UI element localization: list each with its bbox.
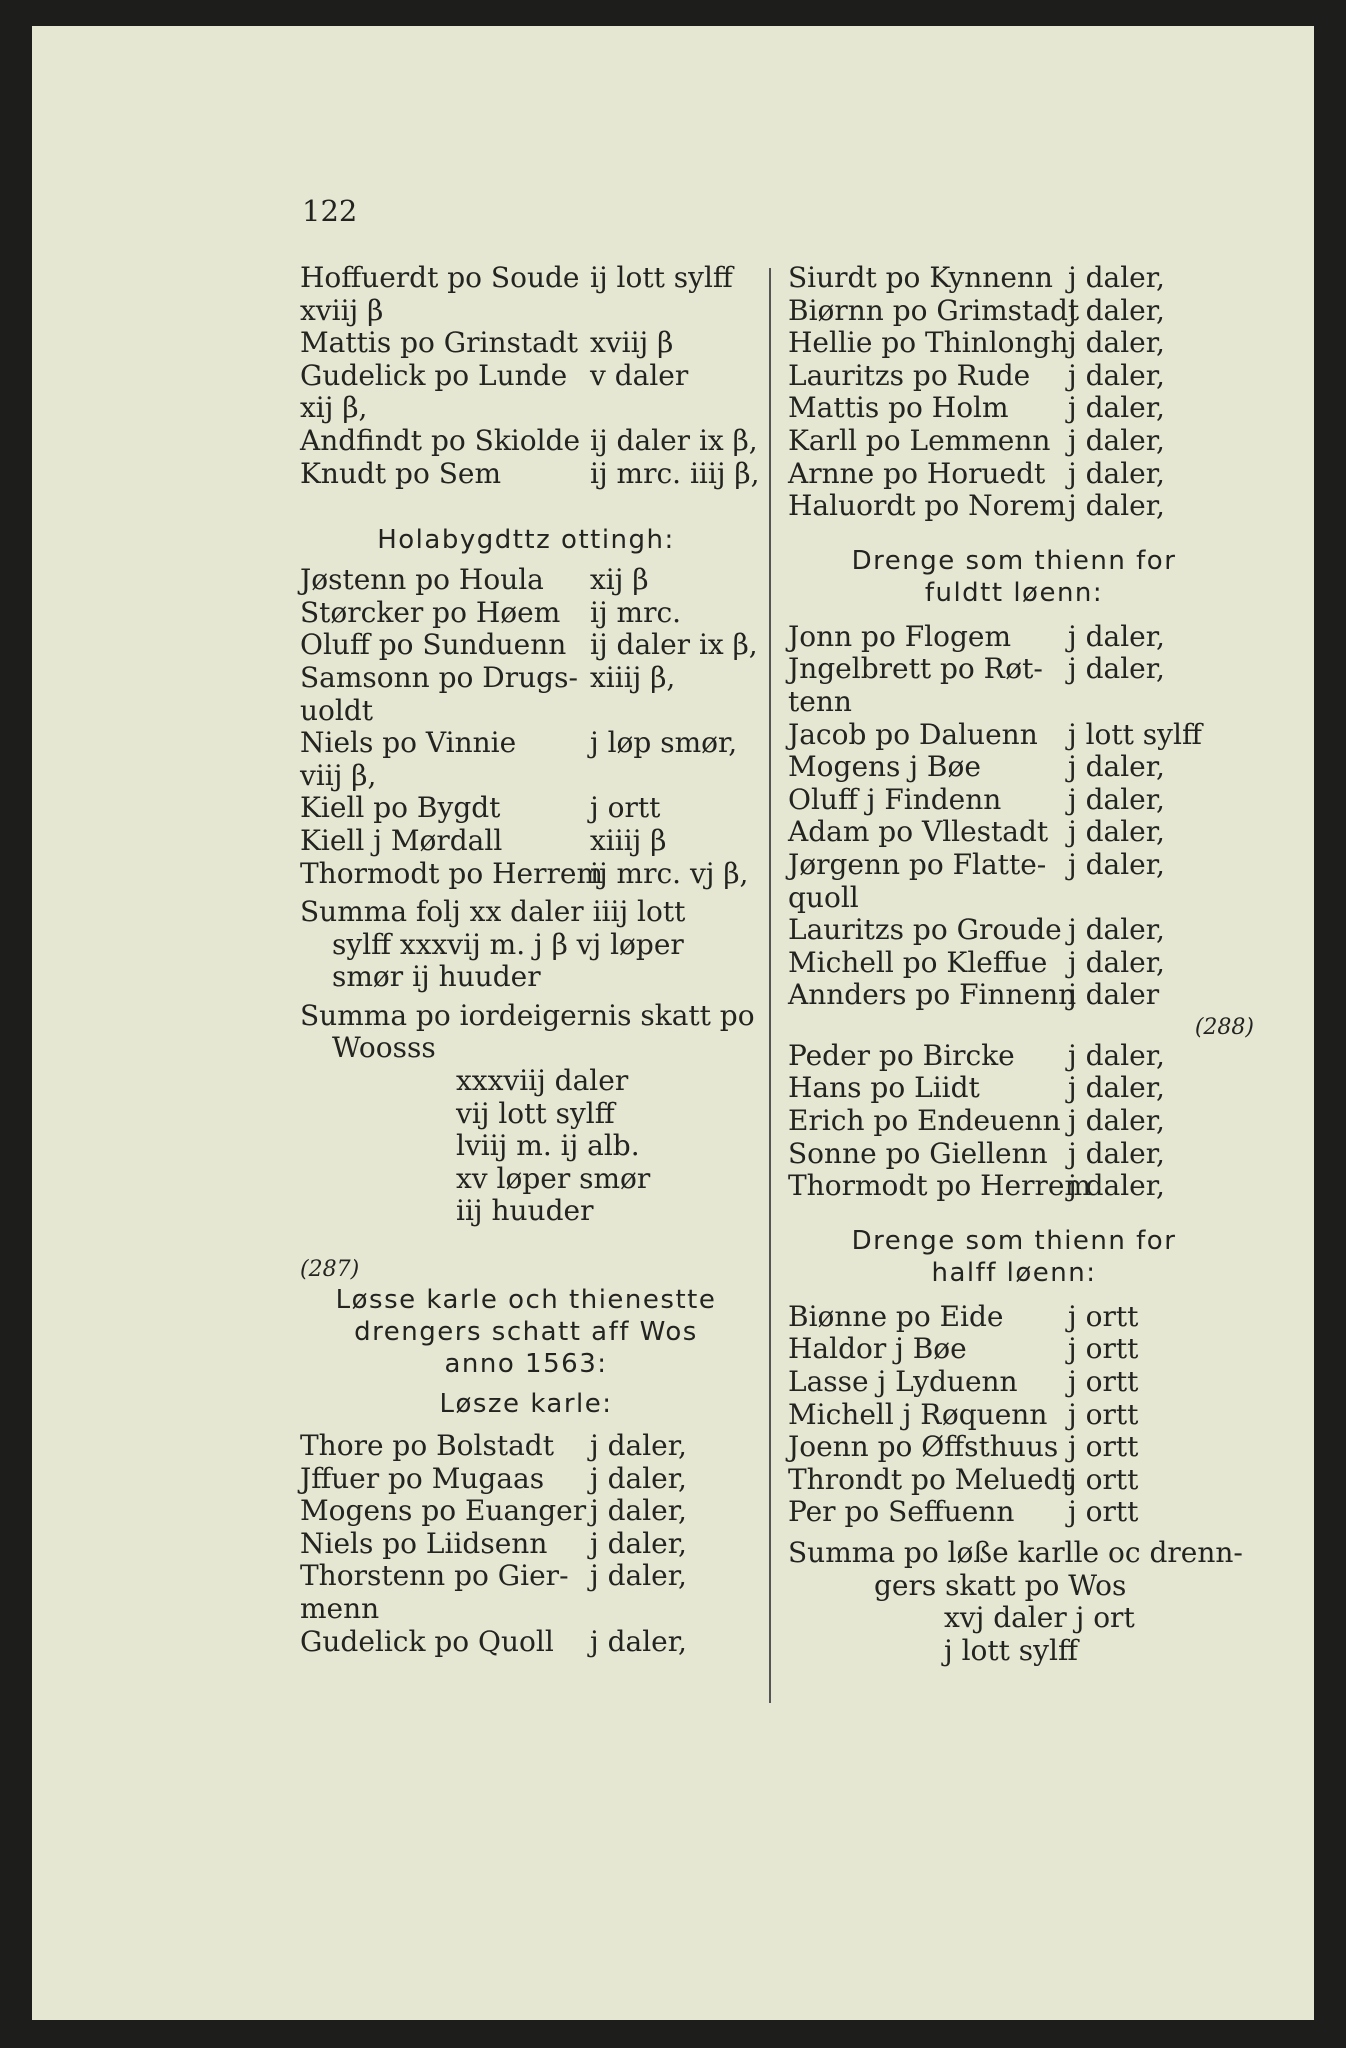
entry-value: j daler, — [1068, 456, 1165, 490]
entry-name: Jacob po Daluenn — [788, 717, 1038, 751]
entry-name: Jonn po Flogem — [788, 619, 1012, 653]
entry-name-continuation — [300, 695, 752, 728]
entry-value: j daler, — [1068, 1071, 1165, 1105]
entry-value: j ortt — [1068, 1332, 1139, 1366]
entry-row — [300, 423, 758, 458]
spacer — [300, 1228, 752, 1254]
entry-name-continuation — [300, 1593, 752, 1626]
entry-value: j daler, — [1068, 326, 1165, 360]
entry-name: Michell j Røquenn — [788, 1397, 1048, 1431]
entry-name: Lauritzs po Groude — [788, 913, 1062, 947]
summa-value: lviij m. ij alb. — [456, 1129, 640, 1163]
entry-row — [788, 621, 1240, 654]
entry-value: j daler, — [1068, 489, 1165, 523]
entry-name: Biønne po Eide — [788, 1299, 1004, 1333]
entry-name: Haluordt po Norem — [788, 489, 1066, 523]
entry-name-cont: tenn — [788, 684, 852, 718]
entry-name: Niels po Vinnie — [300, 726, 517, 760]
entry-value: ij mrc. vj β, — [590, 856, 749, 890]
entry-value: ij daler ix β, — [590, 423, 758, 457]
section-subheading: Løsze karle: — [439, 1389, 613, 1420]
entry-name: Throndt po Meluedt — [788, 1462, 1073, 1496]
entry-value: j daler, — [1068, 847, 1165, 881]
entry-value: v daler — [590, 358, 689, 392]
entry-name: Per po Seffuenn — [788, 1495, 1015, 1529]
entry-row — [300, 327, 752, 360]
entry-name: Adam po Vllestadt — [788, 815, 1049, 849]
entry-row — [788, 653, 1240, 686]
summa-line: gers skatt po Wos — [874, 1568, 1127, 1602]
section-heading: fuldtt løenn: — [924, 577, 1104, 608]
column-divider — [769, 268, 771, 1703]
summa-value: xvj daler j ort — [944, 1601, 1135, 1635]
entry-value: xviij β — [590, 326, 674, 360]
spacer — [788, 609, 1240, 621]
entry-name: Hans po Liidt — [788, 1071, 980, 1105]
entry-name: Peder po Bircke — [788, 1038, 1015, 1072]
entry-row — [300, 360, 752, 393]
entry-name: Thormodt po Herrem — [300, 856, 603, 890]
entry-name: Hellie po Thinlongh — [788, 326, 1069, 360]
entry-value: j daler, — [1068, 1038, 1165, 1072]
entry-value: j ortt — [590, 791, 661, 825]
section-heading: Løsse karle och thienestte — [335, 1285, 717, 1316]
entry-value: j daler, — [590, 1461, 687, 1495]
spacer — [788, 523, 1240, 545]
entry-name: Lauritzs po Rude — [788, 358, 1031, 392]
entry-value: j ortt — [1068, 1365, 1139, 1399]
entry-name: Thorstenn po Gier- — [300, 1559, 569, 1593]
entry-value: j daler, — [1068, 261, 1165, 294]
entry-row — [788, 1040, 1240, 1073]
entry-row — [300, 456, 760, 491]
entry-row — [300, 628, 758, 662]
entry-name: Thore po Bolstadt — [300, 1429, 554, 1463]
entry-value: j daler, — [1068, 945, 1165, 979]
entry-value: j daler, — [1068, 423, 1165, 457]
entry-value: j daler, — [1068, 1169, 1165, 1203]
entry-name-cont: menn — [300, 1592, 380, 1625]
entry-name: Jøstenn po Houla — [300, 563, 544, 597]
summa-value: xv løper smør — [456, 1161, 651, 1195]
entry-row — [300, 564, 752, 597]
spacer — [300, 1380, 752, 1388]
entry-value: j ortt — [1068, 1299, 1139, 1333]
entry-row — [788, 327, 1240, 360]
entry-name: Mogens po Euanger — [300, 1494, 587, 1528]
entry-name-cont: quoll — [788, 880, 859, 914]
summa-value: j lott sylff — [944, 1633, 1078, 1667]
section-heading: Drenge som thienn for — [851, 545, 1177, 576]
entry-value: ij mrc. iiij β, — [590, 456, 760, 490]
entry-row — [300, 262, 752, 295]
entry-value-cont: xij β, — [300, 391, 368, 425]
summa-line: sylff xxxvij m. j β vj løper — [332, 927, 684, 961]
entry-row — [788, 425, 1240, 458]
entry-value: j daler, — [1068, 750, 1165, 784]
page-number: 122 — [302, 194, 358, 228]
left-column — [300, 261, 760, 1658]
entry-row — [300, 1495, 752, 1528]
entry-row — [788, 1138, 1240, 1171]
entry-row — [300, 1528, 752, 1561]
entry-name: Andfindt po Skiolde — [300, 423, 581, 457]
entry-name: Kiell j Mørdall — [300, 823, 503, 857]
entry-row — [788, 295, 1240, 328]
entry-row — [300, 858, 752, 891]
entry-row — [788, 1366, 1240, 1399]
entry-row — [788, 849, 1240, 882]
entry-row — [300, 1626, 752, 1659]
entry-name: Biørnn po Grimstadt — [788, 293, 1080, 327]
entry-row — [788, 751, 1240, 784]
entry-name: Karll po Lemmenn — [788, 423, 1051, 457]
entry-row — [788, 1464, 1240, 1497]
entry-row — [300, 662, 752, 695]
entry-value: j daler, — [1068, 1104, 1165, 1138]
entry-row — [788, 719, 1240, 752]
entry-row — [300, 727, 752, 760]
entry-value: j daler, — [1068, 391, 1165, 425]
entry-value: j daler, — [590, 1624, 687, 1658]
entry-row — [788, 262, 1240, 295]
summa-line: smør ij huuder — [332, 960, 541, 994]
entry-value: j løp smør, — [590, 726, 738, 760]
entry-value: ij lott sylff — [590, 261, 733, 294]
entry-row — [788, 1105, 1240, 1138]
entry-name: Mogens j Bøe — [788, 750, 981, 784]
entry-value: j ortt — [1068, 1462, 1139, 1496]
entry-continuation — [300, 392, 752, 425]
summa-line: Summa po løße karlle oc drenn- — [788, 1536, 1243, 1569]
entry-value: j lott sylff — [1068, 717, 1202, 751]
entry-name: Kiell po Bygdt — [300, 791, 501, 825]
entry-row — [788, 1431, 1240, 1464]
entry-name: Sonne po Giellenn — [788, 1136, 1048, 1170]
entry-row — [788, 360, 1240, 393]
page-reference: (288) — [1194, 1014, 1254, 1040]
entry-value: j daler, — [590, 1429, 687, 1463]
entry-name-continuation — [788, 686, 1240, 719]
entry-row — [788, 1333, 1240, 1366]
entry-row — [300, 597, 752, 630]
entry-value: j ortt — [1068, 1430, 1139, 1464]
entry-row — [300, 1463, 752, 1496]
summa-line: Summa po iordeigernis skatt po — [300, 998, 755, 1032]
section-heading: halff løenn: — [931, 1257, 1097, 1288]
page-reference: (287) — [300, 1257, 360, 1283]
section-heading: Drenge som thienn for — [851, 1225, 1177, 1256]
entry-value: j daler, — [1068, 358, 1165, 392]
document-page — [32, 26, 1314, 2020]
entry-name: Lasse j Lyduenn — [788, 1365, 1018, 1399]
entry-name: Jngelbrett po Røt- — [788, 652, 1043, 686]
entry-name-continuation — [788, 882, 1240, 915]
summa-value: iij huuder — [456, 1194, 594, 1228]
entry-name: Annders po Finnenn — [788, 978, 1077, 1012]
summa-value: xxxviij daler — [456, 1064, 629, 1098]
entry-value: j ortt — [1068, 1397, 1139, 1431]
spacer — [300, 490, 752, 524]
entry-name: Thormodt po Herrem — [788, 1169, 1091, 1203]
entry-value-cont: viij β, — [300, 758, 377, 792]
entry-name: Jffuer po Mugaas — [300, 1461, 545, 1495]
entry-value: xiiij β, — [590, 660, 676, 694]
entry-value: j daler, — [1068, 913, 1165, 947]
entry-name: Gudelick po Quoll — [300, 1624, 554, 1658]
entry-row — [788, 392, 1240, 425]
summa-line: Summa folj xx daler iiij lott — [300, 895, 686, 929]
entry-name: Niels po Liidsenn — [300, 1526, 548, 1560]
entry-value: j daler, — [590, 1526, 687, 1560]
entry-value: xiiij β — [590, 823, 667, 857]
entry-row — [300, 1560, 752, 1593]
entry-name: Oluff po Sunduenn — [300, 628, 567, 662]
entry-value: j daler, — [1068, 1136, 1165, 1170]
entry-value: j daler — [1068, 978, 1160, 1012]
entry-value: ij mrc. — [590, 595, 682, 629]
entry-name: Hoffuerdt po Soude — [300, 261, 580, 294]
entry-value: j daler, — [1068, 782, 1165, 816]
entry-row — [788, 1301, 1240, 1334]
entry-row — [788, 914, 1240, 947]
entry-value-cont: xviij β — [300, 293, 384, 327]
entry-row — [788, 1170, 1240, 1203]
entry-name: Michell po Kleffue — [788, 945, 1048, 979]
entry-value: ij daler ix β, — [590, 628, 758, 662]
summa-value: vij lott sylff — [456, 1096, 615, 1130]
entry-row — [788, 458, 1240, 491]
section-heading: anno 1563: — [444, 1349, 608, 1380]
entry-row — [788, 784, 1240, 817]
entry-row — [788, 979, 1240, 1012]
entry-name: Knudt po Sem — [300, 456, 502, 490]
entry-value: j daler, — [1068, 619, 1165, 653]
entry-name: Mattis po Holm — [788, 391, 1009, 425]
entry-row — [788, 1496, 1240, 1529]
entry-row — [300, 1430, 752, 1463]
entry-name: Haldor j Bøe — [788, 1332, 967, 1366]
entry-name: Jørgenn po Flatte- — [788, 847, 1047, 881]
section-heading: Holabygdttz ottingh: — [377, 525, 675, 556]
entry-name: Mattis po Grinstadt — [300, 326, 579, 360]
entry-name: Joenn po Øffsthuus — [788, 1430, 1059, 1464]
entry-row — [788, 947, 1240, 980]
entry-name: Samsonn po Drugs- — [300, 660, 578, 694]
entry-value: j ortt — [1068, 1495, 1139, 1529]
right-column — [788, 261, 1254, 1667]
entry-name: Størcker po Høem — [300, 595, 561, 629]
entry-name-cont: uoldt — [300, 693, 374, 727]
entry-row — [300, 792, 752, 825]
summa-line: Woosss — [332, 1031, 436, 1065]
entry-value: xij β — [590, 563, 649, 597]
entry-value: j daler, — [590, 1559, 687, 1593]
entry-value: j daler, — [590, 1494, 687, 1528]
section-heading: drengers schatt aff Wos — [354, 1317, 698, 1348]
entry-name: Siurdt po Kynnenn — [788, 261, 1053, 294]
entry-continuation — [300, 295, 752, 328]
entry-value: j daler, — [1068, 652, 1165, 686]
entry-name: Oluff j Findenn — [788, 782, 1002, 816]
entry-value: j daler, — [1068, 293, 1165, 327]
entry-value: j daler, — [1068, 815, 1165, 849]
entry-row — [300, 825, 752, 858]
entry-row — [788, 490, 1240, 523]
entry-row — [788, 816, 1240, 849]
entry-continuation — [300, 760, 752, 793]
entry-name: Erich po Endeuenn — [788, 1104, 1061, 1138]
entry-name: Arnne po Horuedt — [788, 456, 1046, 490]
entry-row — [788, 1072, 1240, 1105]
entry-row — [788, 1399, 1240, 1432]
entry-name: Gudelick po Lunde — [300, 358, 568, 392]
spacer — [788, 1203, 1240, 1225]
